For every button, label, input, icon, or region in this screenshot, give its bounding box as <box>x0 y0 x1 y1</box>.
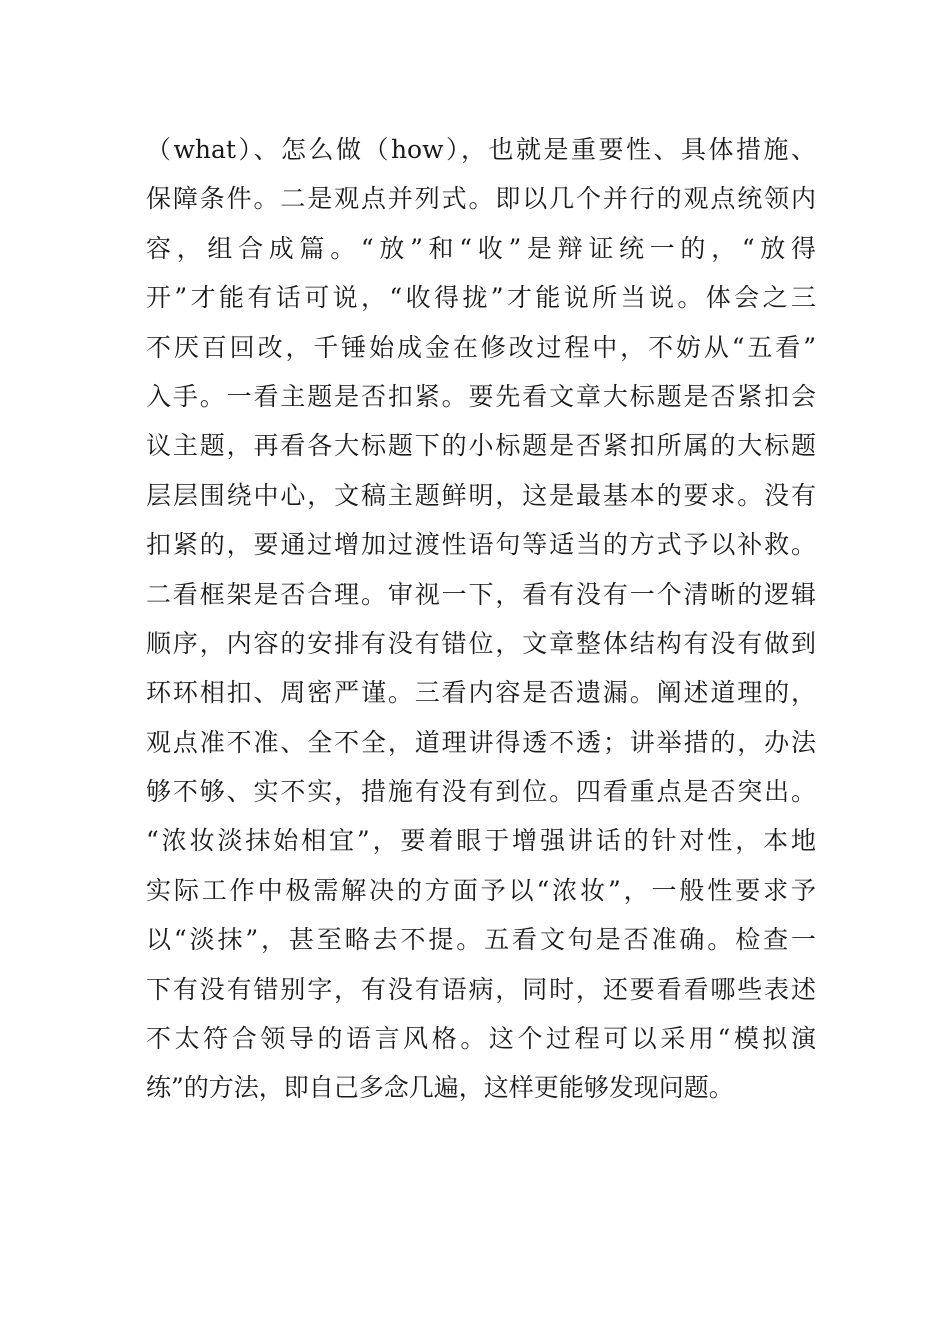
text-line: （what）、怎么做（how），也就是重要性、具体措施、 <box>146 135 816 164</box>
text-line: 层层围绕中心，文稿主题鲜明，这是最基本的要求。没有 <box>146 480 816 510</box>
text-line: “浓妆淡抹始相宜”，要着眼于增强讲话的针对性，本地 <box>146 826 816 856</box>
text-line: 议主题，再看各大标题下的小标题是否紧扣所属的大标题 <box>146 431 816 461</box>
text-line: 二看框架是否合理。审视一下，看有没有一个清晰的逻辑 <box>146 579 816 609</box>
text-line: 以“淡抹”，甚至略去不提。五看文句是否准确。检查一 <box>146 925 816 955</box>
text-line: 观点准不准、全不全，道理讲得透不透；讲举措的，办法 <box>146 727 816 757</box>
text-line: 顺序，内容的安排有没有错位，文章整体结构有没有做到 <box>146 628 816 658</box>
text-line: 容，组合成篇。“放”和“收”是辩证统一的，“放得 <box>146 233 816 263</box>
text-line: 够不够、实不实，措施有没有到位。四看重点是否突出。 <box>146 777 816 807</box>
text-line: 开”才能有话可说，“收得拢”才能说所当说。体会之三 <box>146 283 816 313</box>
text-line: 实际工作中极需解决的方面予以“浓妆”，一般性要求予 <box>146 875 816 905</box>
text-line: 练”的方法，即自己多念几遍，这样更能够发现问题。 <box>146 1073 734 1103</box>
text-line: 扣紧的，要通过增加过渡性语句等适当的方式予以补救。 <box>146 530 816 560</box>
text-line: 下有没有错别字，有没有语病，同时，还要看看哪些表述 <box>146 974 816 1004</box>
text-line: 环环相扣、周密严谨。三看内容是否遗漏。阐述道理的， <box>146 678 816 708</box>
text-line: 不厌百回改，千锤始成金在修改过程中，不妨从“五看” <box>146 332 816 362</box>
body-text <box>146 125 816 1113</box>
text-line: 入手。一看主题是否扣紧。要先看文章大标题是否紧扣会 <box>146 381 816 411</box>
text-line: 保障条件。二是观点并列式。即以几个并行的观点统领内 <box>146 184 816 214</box>
text-line: 不太符合领导的语言风格。这个过程可以采用“模拟演 <box>146 1024 816 1054</box>
